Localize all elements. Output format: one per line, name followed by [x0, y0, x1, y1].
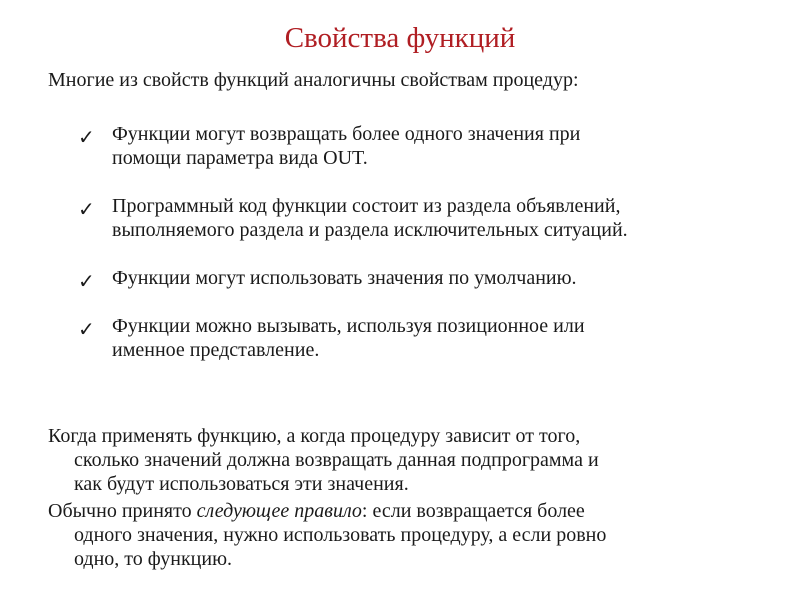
paragraph-line-first: [48, 499, 794, 523]
check-icon: ✓: [78, 269, 95, 293]
check-icon: ✓: [78, 125, 95, 149]
rule-emphasis: следующее правило: [196, 500, 362, 522]
paragraph-line: Когда применять функцию, а когда процедуру зависит от того,: [48, 425, 581, 447]
rule-prefix: Обычно принято: [48, 500, 197, 522]
bullet-line: Функции можно вызывать, используя позиционное или: [112, 315, 585, 337]
bullet-item: [78, 194, 778, 242]
bullet-item: [78, 314, 778, 362]
bullet-list: [78, 122, 778, 386]
bullet-line: помощи параметра вида OUT.: [112, 147, 368, 169]
bullet-line: Функции могут использовать значения по умолчанию.: [112, 267, 577, 289]
bullet-line: именное представление.: [112, 339, 320, 361]
paragraph-rule: [48, 499, 794, 571]
bullet-item: [78, 266, 778, 293]
bullet-line: Функции могут возвращать более одного значения при: [112, 123, 581, 145]
check-icon: ✓: [78, 197, 95, 221]
check-icon: ✓: [78, 317, 95, 341]
intro-text: Многие из свойств функций аналогичны свойствам процедур:: [48, 69, 579, 91]
bullet-line: выполняемого раздела и раздела исключительных ситуаций.: [112, 219, 628, 241]
paragraph-line: одно, то функцию.: [74, 548, 233, 570]
rule-suffix: : если возвращается более: [361, 500, 585, 522]
paragraph-line: одного значения, нужно использовать процедуру, а если ровно: [74, 524, 607, 546]
paragraph-when-to-use: [48, 424, 794, 496]
slide-title: Свойства функций: [284, 22, 516, 54]
bullet-item: [78, 122, 778, 170]
bullet-line: Программный код функции состоит из раздела объявлений,: [112, 195, 621, 217]
paragraph-line: сколько значений должна возвращать данная подпрограмма и: [74, 449, 599, 471]
paragraph-line: как будут использоваться эти значения.: [74, 473, 409, 495]
